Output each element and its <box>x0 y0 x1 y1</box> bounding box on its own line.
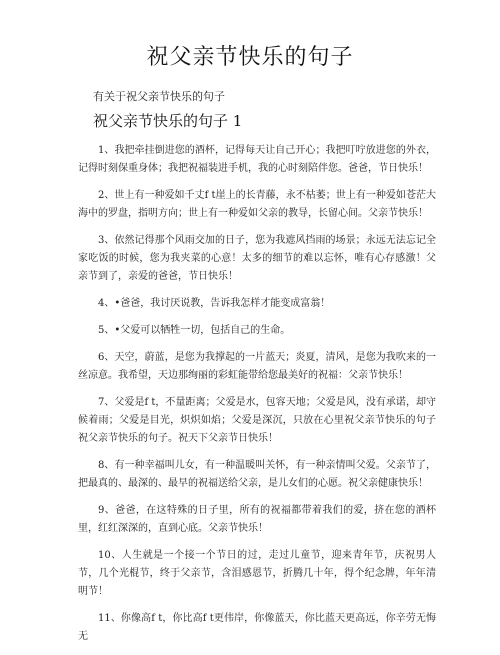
document-body <box>78 142 436 655</box>
paragraph: 7、父爱是f t，不量距离；父爱是水，包容天地；父爱是风，没有承诺，却守候着雨；父爱是目光，炽炽如焰；父爱是深沉，只放在心里祝父亲节快乐的句子祝父亲节快乐的句子。祝天下父亲节日快乐！ <box>78 397 436 444</box>
paragraph: 4、•爸爸，我讨厌说教，告诉我怎样才能变成富翁！ <box>98 298 331 309</box>
document-title: 祝父亲节快乐的句子 <box>146 45 354 70</box>
paragraph: 2、世上有一种爱如千丈f t崖上的长青藤，永不枯萎；世上有一种爱如苍茫大海中的罗盘，指明方向；世上有一种爱如父亲的教导，长留心间。父亲节快乐！ <box>78 190 436 219</box>
paragraph: 6、天空，蔚蓝，是您为我撑起的一片蓝天；炎夏，清风，是您为我吹来的一丝凉意。我希望，天边那绚丽的彩虹能带给您最美好的祝福：父亲节快乐！ <box>78 352 436 381</box>
paragraph: 11、你像高f t，你比高f t更伟岸，你像蓝天，你比蓝天更高远，你辛劳无悔无 <box>78 613 436 642</box>
paragraph: 10、人生就是一个接一个节日的过，走过儿童节，迎来青年节，庆祝男人节，几个光棍节，终于父亲节，含泪感恩节，折腾几十年，得个纪念牌，年年清明节！ <box>78 550 436 597</box>
document-intro: 有关于祝父亲节快乐的句子 <box>93 90 225 103</box>
paragraph: 8、有一种幸福叫儿女，有一种温暖叫关怀，有一种亲情叫父爱。父亲节了，把最真的、最深的、最早的祝福送给父亲，是儿女们的心愿。祝父亲健康快乐！ <box>78 460 436 489</box>
paragraph: 1、我把牵挂倒进您的酒杯，记得每天让自己开心；我把叮咛放进您的外衣，记得时刻保重身体；我把祝福装进手机，我的心时刻陪伴您。爸爸，节日快乐！ <box>78 145 436 174</box>
paragraph: 5、•父爱可以牺牲一切，包括自己的生命。 <box>98 325 291 336</box>
paragraph: 9、爸爸，在这特殊的日子里，所有的祝福都带着我们的爱，挤在您的酒杯里，红红深深的，直到心底。父亲节快乐！ <box>78 505 436 534</box>
paragraph: 3、依然记得那个风雨交加的日子，您为我遮风挡雨的场景；永远无法忘记全家吃饭的时候，您为我夹菜的心意！太多的细节的难以忘怀，唯有心存感激！父亲节到了，亲爱的爸爸，节日快乐！ <box>78 235 436 282</box>
section-heading: 祝父亲节快乐的句子 1 <box>93 112 243 130</box>
